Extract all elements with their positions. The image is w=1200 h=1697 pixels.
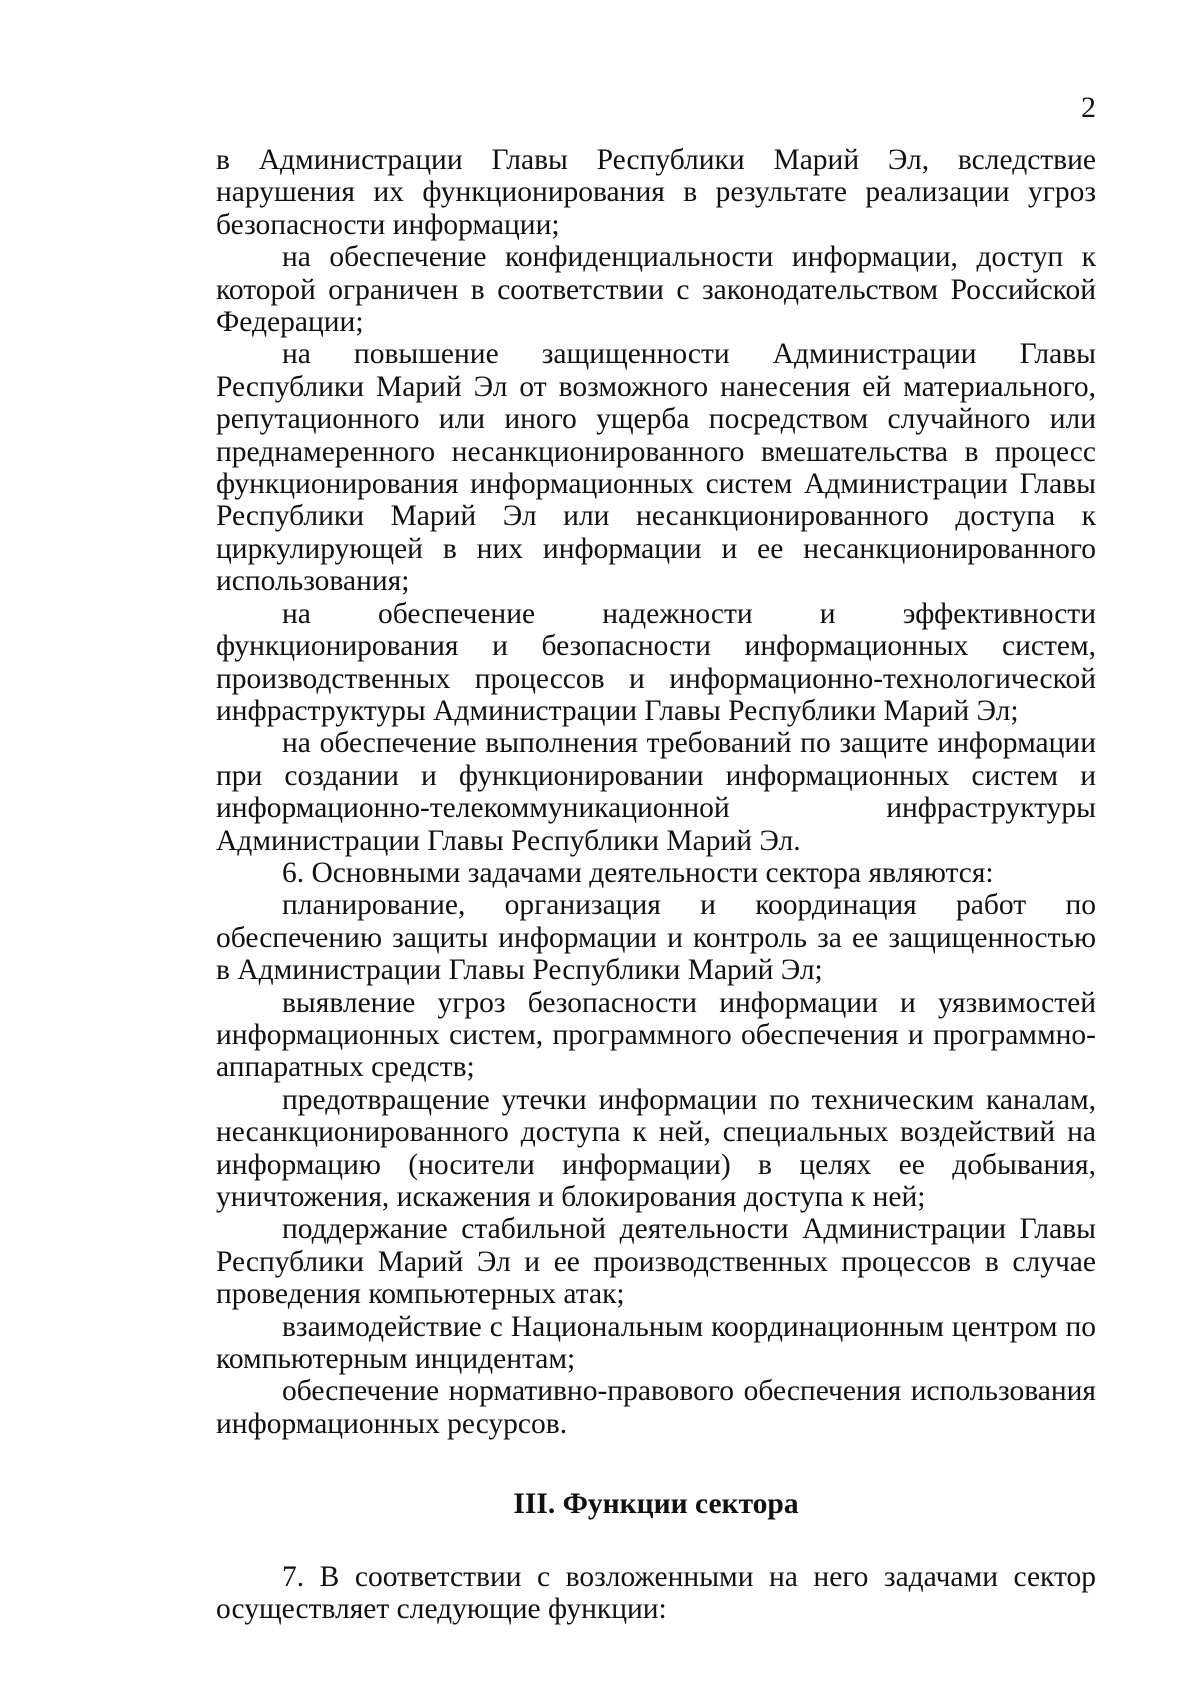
paragraph-stability: поддержание стабильной деятельности Администрации Главы Республики Марий Эл и ее производственных процессов в случае проведения компьютерных атак; [216, 1213, 1096, 1311]
document-body [216, 144, 1096, 1625]
paragraph-threat-detection: выявление угроз безопасности информации и уязвимостей информационных систем, программного обеспечения и программно-аппаратных средств; [216, 986, 1096, 1084]
paragraph-leak-prevention: предотвращение утечки информации по техническим каналам, несанкционированного доступа к ней, специальных воздействий на информацию (носители информации) в целях ее добывания, уничтожения, искажения и блокирования доступа к ней; [216, 1083, 1096, 1213]
paragraph-reliability: на обеспечение надежности и эффективности функционирования и безопасности информационных систем, производственных процессов и информационно-технологической инфраструктуры Администрации Главы Республики Марий Эл; [216, 597, 1096, 727]
page-number: 2 [1081, 91, 1096, 124]
paragraph-item-7: 7. В соответствии с возложенными на него задачами сектор осуществляет следующие функции: [216, 1560, 1096, 1626]
paragraph-cooperation: взаимодействие с Национальным координационным центром по компьютерным инцидентам; [216, 1310, 1096, 1376]
section-heading: III. Функции сектора [513, 1488, 799, 1521]
paragraph-continuation: в Администрации Главы Республики Марий Эл, вследствие нарушения их функционирования в результате реализации угроз безопасности информации; [216, 144, 1096, 241]
paragraph-requirements: на обеспечение выполнения требований по защите информации при создании и функционировании информационных систем и информационно-телекоммуникационной инфраструктуры Администрации Главы Республики Марий Эл. [216, 727, 1096, 857]
paragraph-item-6: 6. Основными задачами деятельности сектора являются: [282, 856, 994, 889]
paragraph-confidentiality: на обеспечение конфиденциальности информации, доступ к которой ограничен в соответствии с законодательством Российской Федерации; [216, 241, 1096, 339]
paragraph-protection-increase: на повышение защищенности Администрации Главы Республики Марий Эл от возможного нанесения ей материального, репутационного или иного ущерба посредством случайного или преднамеренного несанкционированного вмешательства в процесс функционирования информационных систем Администрации Главы Республики Марий Эл или несанкционированного доступа к циркулирующей в них информации и ее несанкционированного использования; [216, 338, 1096, 598]
paragraph-planning: планирование, организация и координация работ по обеспечению защиты информации и контроль за ее защищенностью в Администрации Главы Республики Марий Эл; [216, 889, 1096, 987]
paragraph-legal-support: обеспечение нормативно-правового обеспечения использования информационных ресурсов. [216, 1375, 1096, 1440]
